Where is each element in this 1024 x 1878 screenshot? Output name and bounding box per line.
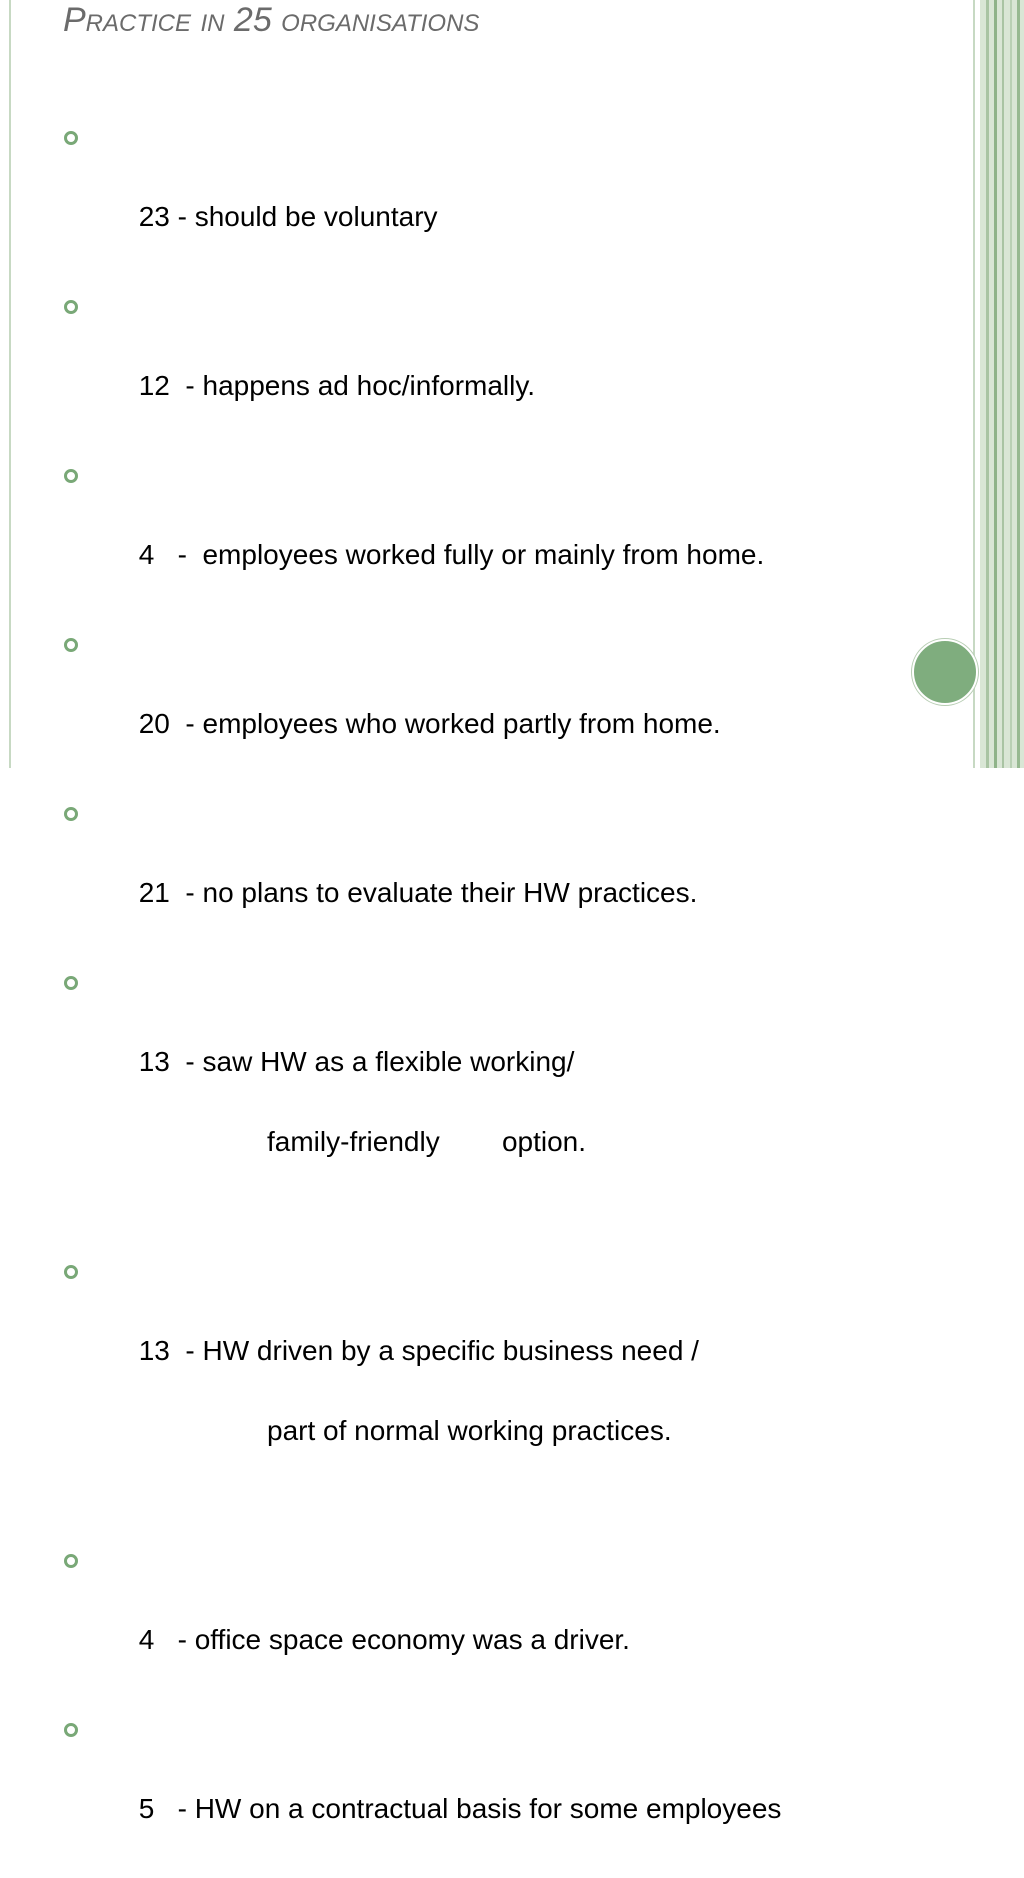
ring-bullet-icon xyxy=(64,1554,78,1568)
ring-bullet-icon xyxy=(64,1265,78,1279)
ring-bullet-icon xyxy=(64,638,78,652)
bullet-text: 4 - office space economy was a driver. xyxy=(138,1624,630,1655)
bullet-text: 20 - employees who worked partly from home. xyxy=(138,708,721,739)
side-stripe xyxy=(1017,0,1020,768)
bullet-item xyxy=(62,624,942,784)
bullet-list xyxy=(62,117,942,1878)
bullet-text: 23 - should be voluntary xyxy=(138,201,438,232)
side-stripe xyxy=(986,0,989,768)
ring-bullet-icon xyxy=(64,1723,78,1737)
side-stripe xyxy=(1010,0,1012,768)
bullet-item xyxy=(62,455,942,615)
bullet-item xyxy=(62,1540,942,1700)
bullet-text: 13 - HW driven by a specific business need / xyxy=(138,1335,699,1366)
ring-bullet-icon xyxy=(64,131,78,145)
bullet-text: 12 - happens ad hoc/informally. xyxy=(138,370,536,401)
ring-bullet-icon xyxy=(64,469,78,483)
side-stripe xyxy=(994,0,997,768)
bullet-item xyxy=(62,117,942,277)
bullet-item xyxy=(62,286,942,446)
bullet-text: 21 - no plans to evaluate their HW practices. xyxy=(138,877,698,908)
ring-bullet-icon xyxy=(64,976,78,990)
bullet-item xyxy=(62,1251,942,1531)
bullet-continuation: part of normal working practices. xyxy=(267,1415,672,1446)
frame-line-right xyxy=(973,0,975,768)
frame-line-left xyxy=(9,0,11,768)
bullet-text: 5 - HW on a contractual basis for some employees xyxy=(138,1793,782,1824)
ring-bullet-icon xyxy=(64,300,78,314)
bullet-item xyxy=(62,1709,942,1869)
side-stripe xyxy=(1002,0,1004,768)
bullet-continuation: family-friendly option. xyxy=(267,1126,587,1157)
bullet-text: 13 - saw HW as a flexible working/ xyxy=(138,1046,575,1077)
bullet-text: 4 - employees worked fully or mainly from home. xyxy=(138,539,765,570)
ring-bullet-icon xyxy=(64,807,78,821)
bullet-item xyxy=(62,962,942,1242)
slide-title: Practice in 25 organisations xyxy=(63,1,480,39)
bullet-item xyxy=(62,793,942,953)
